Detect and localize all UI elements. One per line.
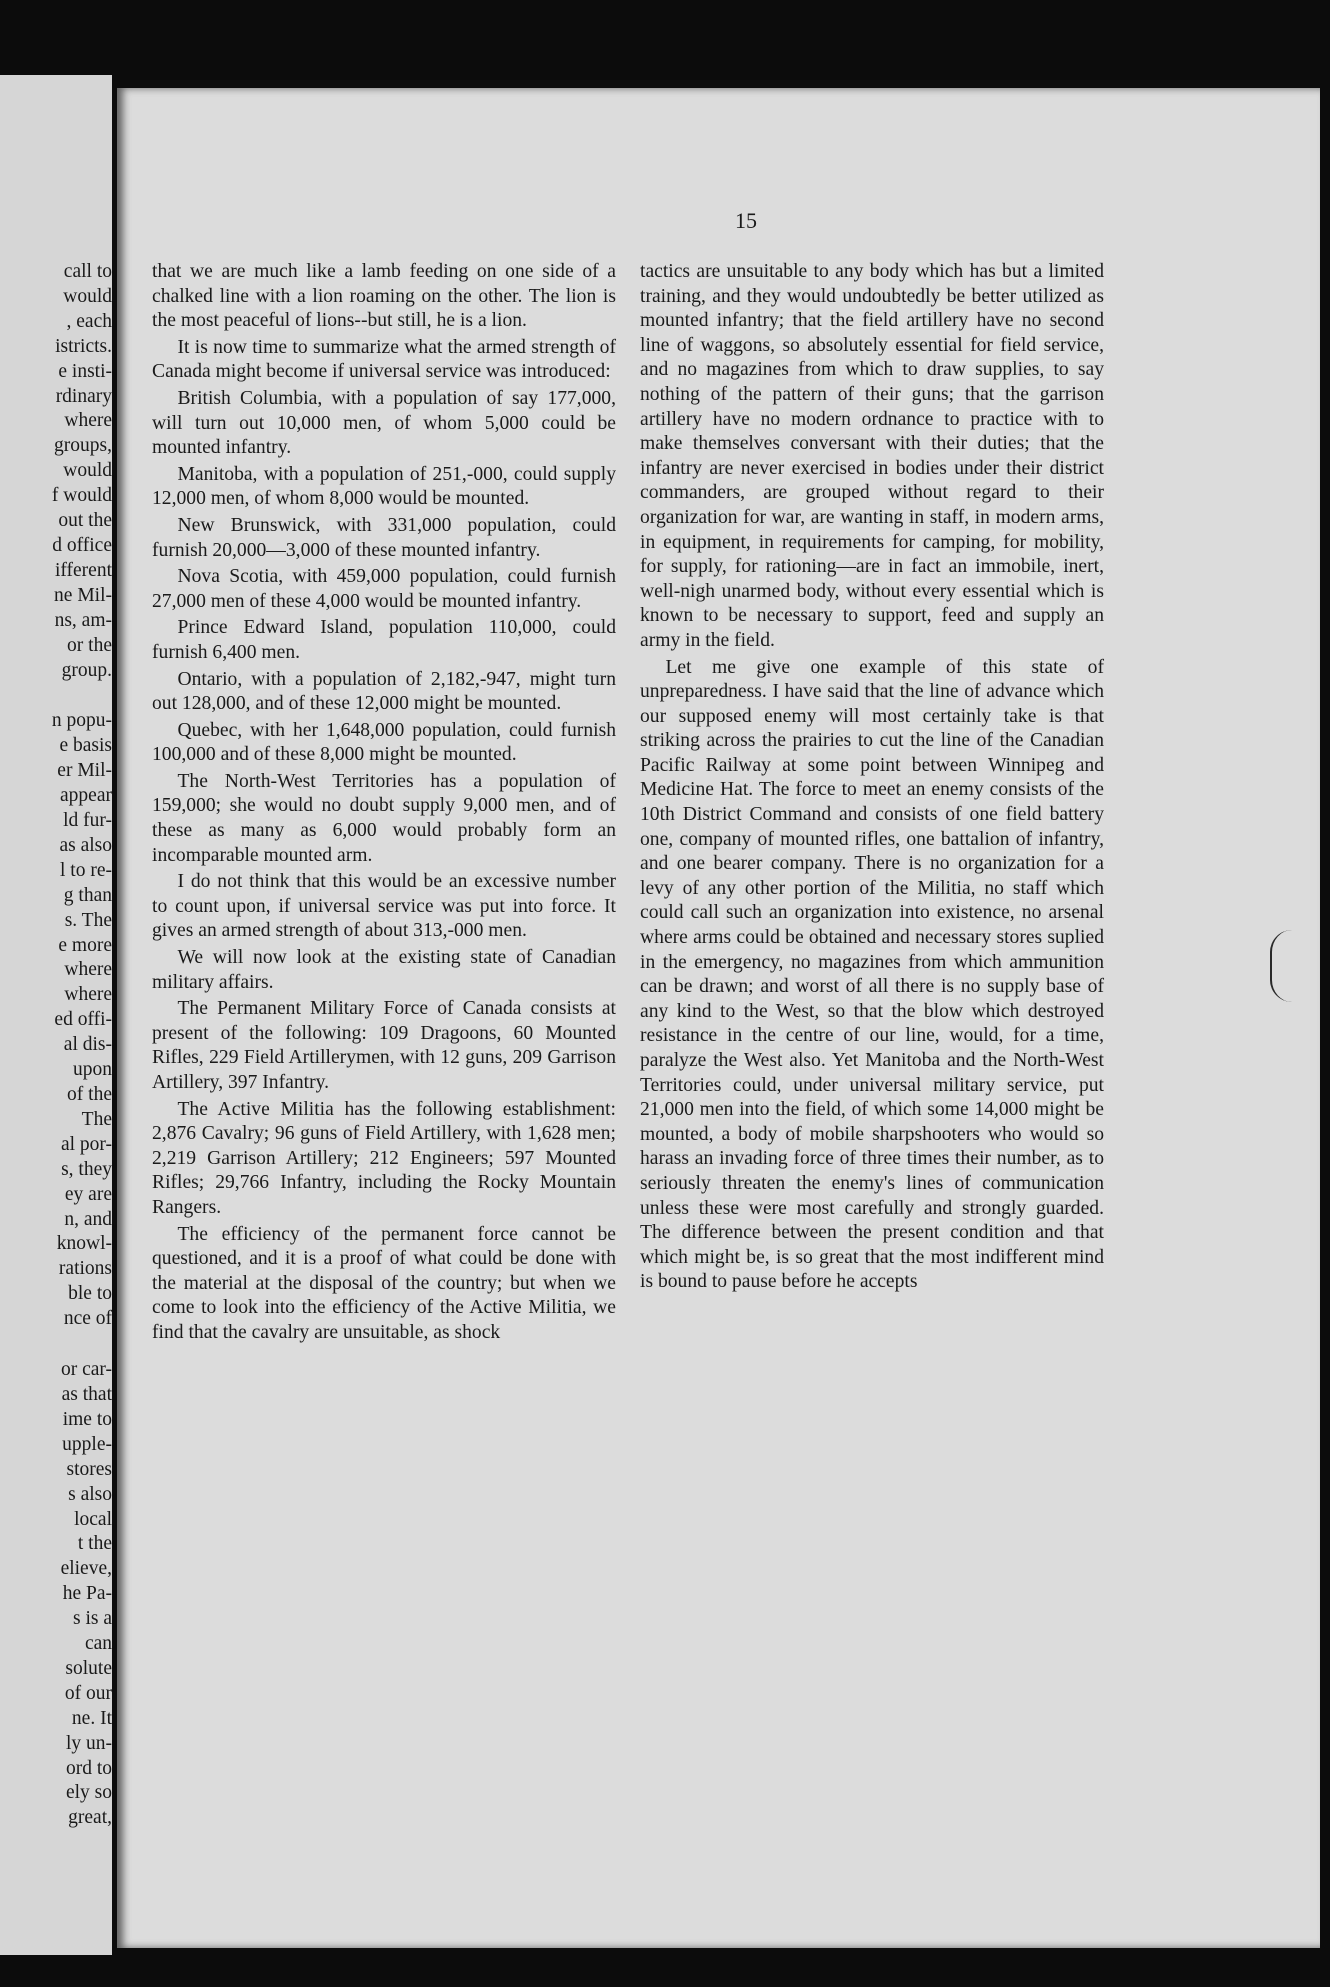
fragment-line: The <box>81 1108 112 1130</box>
text-column-left <box>152 260 616 1348</box>
fragment-line: or car- <box>60 1359 112 1381</box>
fragment-line: knowl- <box>56 1233 112 1255</box>
paragraph: The efficiency of the permanent force cannot be questioned, and it is a proof of what could be done with the material at the disposal of the country; but when we come to look into the efficiency of the Active Militia, we find that the cavalry are unsuitable, as shock <box>152 1223 616 1343</box>
fragment-line: s, they <box>61 1158 112 1180</box>
fragment-line: where <box>64 959 112 981</box>
fragment-line: or the <box>67 634 112 656</box>
fragment-line: , each <box>66 310 112 332</box>
fragment-line: d office <box>52 534 112 556</box>
fragment-line: appear <box>60 785 112 807</box>
fragment-line: l to re- <box>60 859 112 881</box>
fragment-line: n, and <box>64 1208 112 1230</box>
paragraph: We will now look at the existing state of Canadian military affairs. <box>152 947 616 993</box>
fragment-line: great, <box>68 1807 112 1829</box>
paragraph: I do not think that this would be an excessive number to count upon, if universal service was put into force. It gives an armed strength of about 313,-000 men. <box>152 871 616 942</box>
fragment-line: as that <box>61 1383 112 1405</box>
fragment-line: ly un- <box>65 1732 112 1754</box>
paragraph: The Active Militia has the following establishment: 2,876 Cavalry; 96 guns of Field Artillery, with 1,628 men; 2,219 Garrison Artillery; 212 Engineers; 597 Mounted Rifles; 29,766 Infantry, including the Rocky Mountain Rangers. <box>152 1098 616 1218</box>
fragment-line: rations <box>58 1258 112 1280</box>
fragment-line <box>0 1332 112 1358</box>
fragment-line: s. The <box>64 909 112 931</box>
paragraph: New Brunswick, with 331,000 population, could furnish 20,000—3,000 of these mounted infantry. <box>152 514 616 561</box>
fragment-line: upple- <box>62 1433 112 1455</box>
fragment-line: ne Mil- <box>54 584 112 606</box>
fragment-line: ime to <box>62 1408 112 1430</box>
fragment-line: er Mil- <box>57 760 112 782</box>
fragment-line: ns, am- <box>54 609 112 631</box>
fragment-line: ne. It <box>71 1707 112 1729</box>
fragment-line: ed offi- <box>54 1009 112 1031</box>
fragment-line: would <box>63 285 112 307</box>
adjacent-page-text <box>0 260 112 1831</box>
paragraph: It is now time to summarize what the armed strength of Canada might become if universal service was introduced: <box>152 336 616 383</box>
fragment-line: e more <box>58 934 112 956</box>
page-number: 15 <box>735 208 757 233</box>
margin-mark <box>1270 930 1294 1002</box>
paragraph: tactics are unsuitable to any body which has but a limited training, and they would undoubtedly be better utilized as mounted infantry; that the field artillery have no second line of waggons, so absolutely essential for field service, and no magazines from which to draw supplies, to say nothing of the pattern of their guns; that the garrison artillery have no modern ordnance to practice with to make themselves conversant with their duties; that the infantry are never exercised in bodies under their district commanders, are grouped without regard to their organization for war, are wanting in staff, in modern arms, in equipment, in requirements for camping, for mobility, for supply, for rationing—are in fact an immobile, inert, well-nigh unarmed body, without every essential which is known to be necessary to support, feed and supply an army in the field. <box>640 261 1104 651</box>
fragment-line: of the <box>67 1084 112 1105</box>
fragment-line: where <box>64 410 112 432</box>
fragment-line: istricts. <box>55 335 112 357</box>
fragment-line: ifferent <box>54 559 112 581</box>
fragment-line: can <box>84 1633 112 1655</box>
fragment-line: stores <box>66 1458 112 1480</box>
fragment-line: local <box>74 1508 112 1530</box>
fragment-line: n popu- <box>51 710 112 732</box>
text-column-right <box>640 260 1104 1297</box>
paragraph: Manitoba, with a population of 251,-000, could supply 12,000 men, of whom 8,000 would be mounted. <box>152 463 616 510</box>
paragraph: Prince Edward Island, population 110,000, could furnish 6,400 men. <box>152 617 616 663</box>
fragment-line: e basis <box>59 735 112 757</box>
paragraph: The North-West Territories has a population of 159,000; she would no doubt supply 9,000 men, and of these as many as 6,000 would probably form an incomparable mounted arm. <box>152 770 616 866</box>
fragment-line: call to <box>63 261 112 282</box>
paragraph: Let me give one example of this state of unpreparedness. I have said that the line of advance which our supposed enemy will most certainly take is that striking across the prairies to cut the line of the Canadian Pacific Railway at some point between Winnipeg and Medicine Hat. The force to meet an enemy consists of the 10th District Command and consists of one field battery one, company of mounted rifles, one battalion of infantry, and one bearer company. There is no organization for a levy of any other portion of the Militia, no staff which could call such an organization into existence, no arsenal where arms could be obtained and necessary stores suplied in the emergency, no magazines from which ammunition can be drawn; and worst of all there is no supply base of any kind to the West, so that the blow which destroyed resistance in the centre of our line, would, for a time, paralyze the West also. Yet Manitoba and the North-West Territories could, under universal military service, put 21,000 men into the field, of which some 14,000 might be mounted, a body of mobile sharpshooters who would so harass an invading force of three times their number, as to seriously threaten the enemy's lines of communication unless these were most carefully and strongly guarded. The difference between the present condition and that which might be, is so great that the most indifferent mind is bound to pause before he accepts <box>640 656 1104 1293</box>
fragment-line: g than <box>63 884 112 906</box>
fragment-line: upon <box>73 1059 112 1081</box>
fragment-line: he Pa- <box>62 1583 112 1605</box>
fragment-line: ord to <box>65 1757 112 1779</box>
fragment-line: f would <box>51 485 112 507</box>
paragraph: British Columbia, with a population of say 177,000, will turn out 10,000 men, of whom 5,000 could be mounted infantry. <box>152 387 616 459</box>
fragment-line: ld fur- <box>63 810 112 832</box>
fragment-line: t the <box>77 1533 112 1555</box>
fragment-line: al por- <box>60 1133 112 1155</box>
fragment-line: s also <box>68 1483 112 1505</box>
paragraph: that we are much like a lamb feeding on one side of a chalked line with a lion roaming on the other. The lion is the most peaceful of lions--but still, he is a lion. <box>152 261 616 332</box>
book-page <box>117 88 1320 1948</box>
fragment-line: s is a <box>73 1608 112 1630</box>
fragment-line: ble to <box>68 1283 112 1305</box>
fragment-line: group. <box>61 659 112 681</box>
fragment-line: out the <box>58 510 112 532</box>
paragraph: Nova Scotia, with 459,000 population, could furnish 27,000 men of these 4,000 would be mounted infantry. <box>152 566 616 612</box>
fragment-line: rdinary <box>55 385 112 407</box>
fragment-line: e insti- <box>58 360 112 382</box>
fragment-line: ely so <box>65 1782 112 1804</box>
fragment-line: where <box>64 984 112 1006</box>
fragment-line: elieve, <box>60 1558 112 1580</box>
fragment-line: as also <box>59 834 112 856</box>
paragraph: Ontario, with a population of 2,182,-947, might turn out 128,000, and of these 12,000 might be mounted. <box>152 668 616 715</box>
fragment-line: nce of <box>63 1308 112 1330</box>
adjacent-page-fragment <box>0 75 112 1955</box>
paragraph: The Permanent Military Force of Canada consists at present of the following: 109 Dragoons, 60 Mounted Rifles, 229 Field Artillerymen, with 12 guns, 209 Garrison Artillery, 397 Infantry. <box>152 998 616 1093</box>
fragment-line: would <box>63 460 112 482</box>
fragment-line: groups, <box>54 435 112 457</box>
fragment-line <box>0 683 112 709</box>
paragraph: Quebec, with her 1,648,000 population, could furnish 100,000 and of these 8,000 might be mounted. <box>152 719 616 766</box>
fragment-line: ey are <box>64 1183 112 1205</box>
fragment-line: of our <box>64 1682 112 1704</box>
fragment-line: al dis- <box>63 1034 112 1056</box>
fragment-line: solute <box>65 1657 112 1679</box>
